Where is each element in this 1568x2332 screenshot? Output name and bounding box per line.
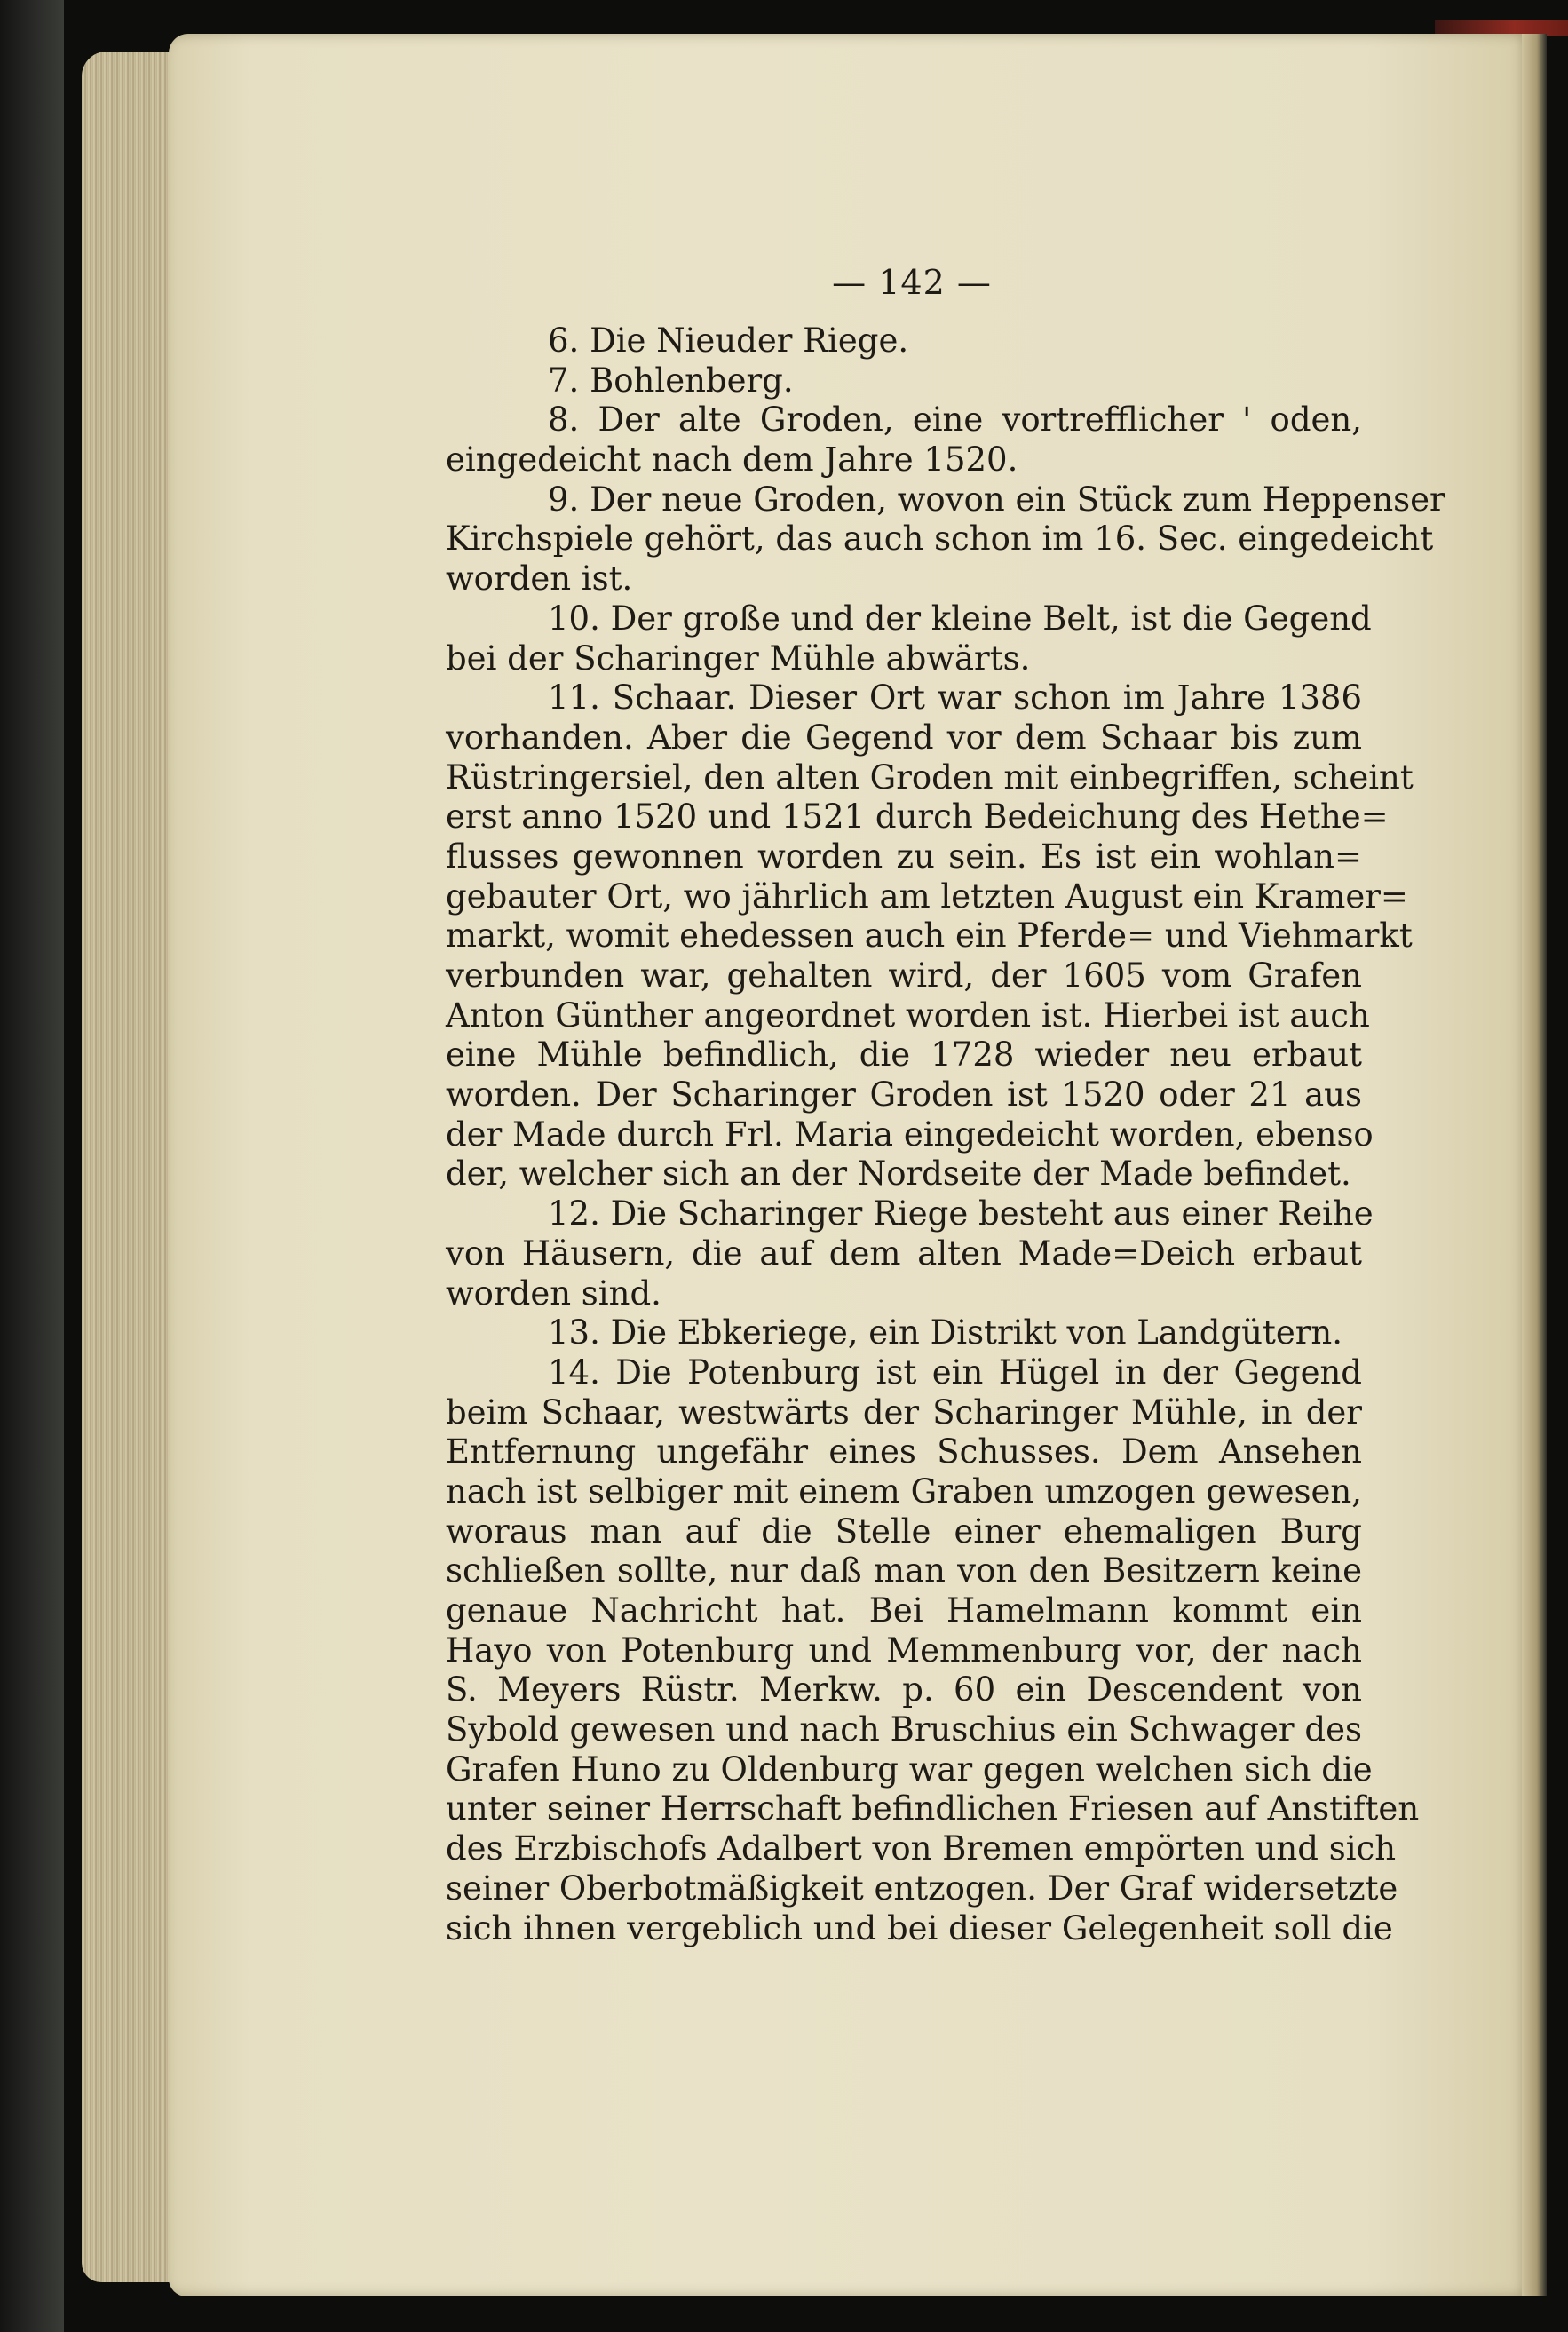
page-gutter-edge <box>1522 34 1547 2296</box>
text-line: flusses gewonnen worden zu sein. Es ist ein wohlan= <box>446 837 1362 876</box>
text-line: unter seiner Herrschaft befindlichen Friesen auf Anstiften <box>446 1789 1420 1828</box>
text-line: beim Schaar, westwärts der Scharinger Mühle, in der <box>446 1392 1362 1432</box>
text-line: 14. Die Potenburg ist ein Hügel in der Gegend <box>548 1352 1362 1392</box>
text-line: erst anno 1520 und 1521 durch Bedeichung des Hethe= <box>446 797 1389 837</box>
text-line: verbunden war, gehalten wird, der 1605 vom Grafen <box>446 956 1362 995</box>
text-line: von Häusern, die auf dem alten Made=Deich erbaut <box>446 1233 1362 1273</box>
text-line: nach ist selbiger mit einem Graben umzogen gewesen, <box>446 1471 1362 1511</box>
text-line: 13. Die Ebkeriege, ein Distrikt von Landgütern. <box>548 1313 1343 1352</box>
text-line: des Erzbischofs Adalbert von Bremen empörten und sich <box>446 1829 1397 1868</box>
text-line: Kirchspiele gehört, das auch schon im 16. Sec. eingedeicht <box>446 520 1434 559</box>
page-number: — 142 — <box>832 263 992 302</box>
text-line: S. Meyers Rüstr. Merkw. p. 60 ein Descendent von <box>446 1670 1362 1709</box>
text-line: vorhanden. Aber die Gegend vor dem Schaar bis zum <box>446 718 1362 757</box>
text-line: bei der Scharinger Mühle abwärts. <box>446 639 1031 678</box>
text-line: woraus man auf die Stelle einer ehemaligen Burg <box>446 1511 1362 1551</box>
text-line: schließen sollte, nur daß man von den Besitzern keine <box>446 1551 1362 1590</box>
text-line: 8. Der alte Groden, eine vortrefflicher ' oden, <box>548 401 1362 440</box>
text-line: worden sind. <box>446 1273 661 1313</box>
text-lines <box>446 321 1445 1948</box>
text-line: Sybold gewesen und nach Bruschius ein Schwager des <box>446 1710 1362 1749</box>
book-cover-board <box>0 0 64 2332</box>
text-line: der, welcher sich an der Nordseite der Made befindet. <box>446 1154 1351 1194</box>
text-line: sich ihnen vergeblich und bei dieser Gelegenheit soll die <box>446 1908 1393 1947</box>
text-line: Rüstringersiel, den alten Groden mit einbegriffen, scheint <box>446 758 1414 797</box>
text-line: 10. Der große und der kleine Belt, ist die Gegend <box>548 599 1372 638</box>
text-line: worden. Der Scharinger Groden ist 1520 oder 21 aus <box>446 1075 1362 1114</box>
text-line: eingedeicht nach dem Jahre 1520. <box>446 440 1018 480</box>
text-line: seiner Oberbotmäßigkeit entzogen. Der Graf widersetzte <box>446 1868 1398 1908</box>
page-text-block <box>446 263 1445 1948</box>
text-line: Entfernung ungefähr eines Schusses. Dem Ansehen <box>446 1432 1362 1471</box>
text-line: Anton Günther angeordnet worden ist. Hierbei ist auch <box>446 995 1370 1035</box>
text-line: gebauter Ort, wo jährlich am letzten August ein Kramer= <box>446 876 1408 916</box>
text-line: 9. Der neue Groden, wovon ein Stück zum Heppenser <box>548 480 1445 519</box>
text-line: Hayo von Potenburg und Memmenburg vor, der nach <box>446 1630 1362 1670</box>
text-line: worden ist. <box>446 559 633 599</box>
text-line: 12. Die Scharinger Riege besteht aus einer Reihe <box>548 1194 1374 1233</box>
text-line: genaue Nachricht hat. Bei Hamelmann kommt ein <box>446 1591 1362 1630</box>
stacked-page-edges <box>82 52 179 2282</box>
text-line: eine Mühle befindlich, die 1728 wieder neu erbaut <box>446 1035 1362 1075</box>
text-line: der Made durch Frl. Maria eingedeicht worden, ebenso <box>446 1114 1374 1154</box>
text-line: 7. Bohlenberg. <box>548 361 794 400</box>
text-line: 11. Schaar. Dieser Ort war schon im Jahre 1386 <box>548 678 1362 718</box>
text-line: Grafen Huno zu Oldenburg war gegen welchen sich die <box>446 1749 1373 1789</box>
text-line: 6. Die Nieuder Riege. <box>548 321 909 360</box>
text-line: markt, womit ehedessen auch ein Pferde= und Viehmarkt <box>446 916 1413 956</box>
